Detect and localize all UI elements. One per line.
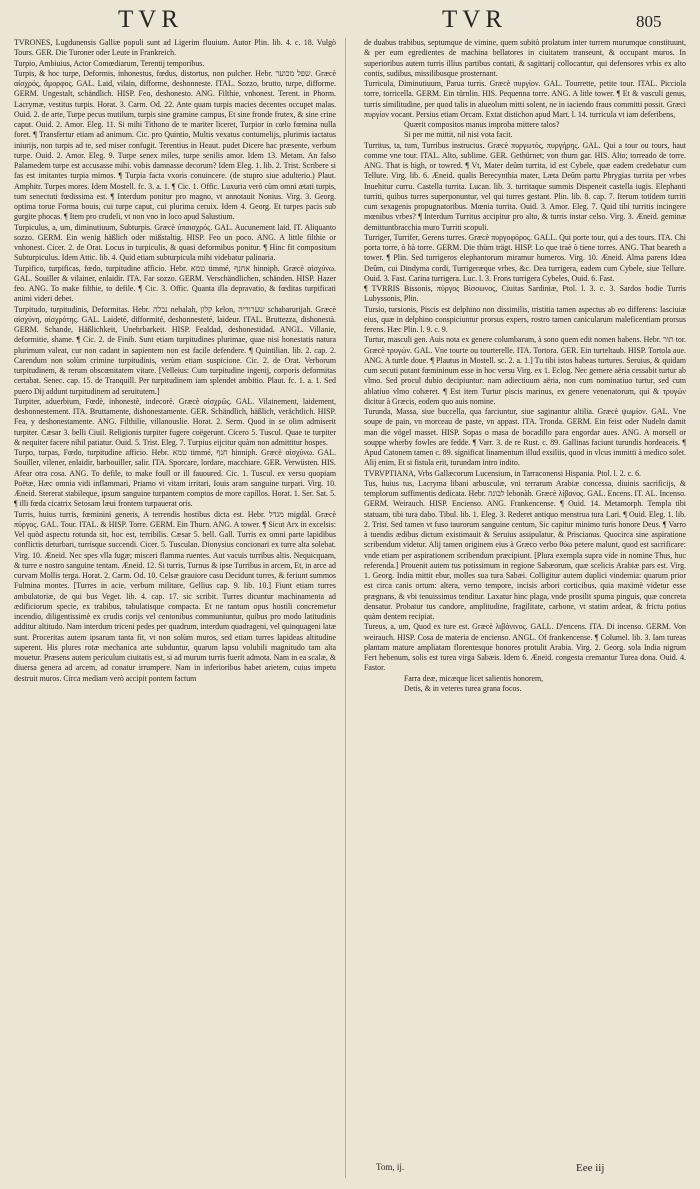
column-divider xyxy=(345,38,346,1178)
entry-turones: TVRONES, Lugdunensis Galliæ populi sunt ad Ligerim fluuium. Autor Plin. lib. 4. c. 18. Vulgò Tours. GER. Die Turoner oder Leute in Frankreich. xyxy=(14,38,336,58)
page-footer xyxy=(364,1140,686,1180)
entry-turritus: Turritus, ta, tum, Turribus instructus. Græcè πυργωτός, πυργήρης. GAL. Qui a tour ou tours, haut comme vne tour. ITAL. Alto, sublime. GER. Gethürnet; von thurn gar. HIS. Alto; torreado de torre. ANG. That is high, or towred. ¶ Vt, Mater deûm turrita, id est Cybele, quæ eadem credebatur cum Tellure. Virg. lib. 6. Æneid. qualis Berecynthia mater, Læta Deûm partu Phrygias turrita per vrbes Inuehitur curru. Castella turrita. Lucan. lib. 3. turritaque summis Dispeneit castella iugis. Elephanti turriti, quibus turres superponuntur, vel qui turres gestant. Plin. lib. 8. cap. 7. Iterum totidem turriti cum sexagenis propugnatoribus. Mœnia turrita. Ouid. 3. Amor. Eleg. 7. Quid tibi turritis incingere mœnibus vrbes? ¶ Interdum Turritus accipitur pro alto, & turris instar celso. Virg. 3. Æneid. geminæ demittuntbracchia muro Turriti scopuli. xyxy=(364,140,686,232)
verse-line: Si per me mittit, nil nisi vota facit. xyxy=(404,130,513,140)
entry-turris: Turris, huius turris, fœminini generis, A terrendis hostibus dicta est. Hebr. מגדל migdàl. Græcè πύργος. GAL. Tour. ITAL. & HISP. Torre. GERM. Ein Thurn. ANG. A tower. ¶ Sicut Arx in excelsis: Vel quòd aspectu rotunda sit, hoc est, terribilis. Cæsar 5. bell. Gall. Turris ex omni parte lapidibus conflictis deturbari, turrisque succendi. Cicer. 5. Tusculan. Dionysius concionari ex turre alta solebat. Virg. 10. Æneid. Nec spes vlla fugæ; misceri flamma ruentes. Aut vacuis turribus altis. Nequicquam, & turre e nostro sanguine tentam. Æneid. 12. Si turris, Turnus & ipse Turribus in arcem, Et, in arce ad curvam Mollis terga. Horat. 2. Carm. Od. 10. Celsæ grauiore casu Decidunt turres, & feriunt summos Fulmina montes. [Turres in acie, verbum militare, Gellius cap. 9. lib. 10.] Fiunt etiam turres ambulatoriæ, de qui bus Veget. lib. 4. cap. 17. sic scribit. Turres dicuntur machinamenta ad ædificiorum specie, ex trabibus, tabulatisque compacta. Et ne tantum opus hostili concremetur incendio, diligentissimè ex crudis corijs vel centonibus communiuntur, quibus pro modo latitudinis additur altitudo. Nam interdum triceni pedes per quadrum, interdum quadrageni, vel quinquageni latæ sunt. Proceritas autem ipsarum tanta fit, vt non solùm muros, sed etiam turres lapideas altitudine superent. His plures rotæ mechanica arte subduntur, quarum lapsu volubili magnitudo tam alta mouetur. Præsens autem periculum ciuitatis est, si ad murum turris fuerit admota. Nam in ea scalæ, & diuersa genera ad arcem, ad conatur irrumpere. Nam in inferioribus habet arietem, cuius impetu destruit muros. Circa mediam verò accipit pontem factum xyxy=(14,509,336,683)
entry-turris-continued: de duabus trabibus, septumque de vimine, quem subitò prolatum inter turrem murumque constituunt, & per eum egredientes de machina bellatores in ciuitatem transeunt, & occupant muros. In superioribus autem turris illius partibus contati, & sagittarij collocantur, qui defensores vrbis ex alto contis, sudibus, missilibusque prosternant. xyxy=(364,38,686,78)
entry-turpo: Turpo, turpas, Fœdo, turpitudine afficio. Hebr. טמא timmé, חנף hinniph. Græcè αἰσχύνω. GAL. Souiller, vilener, enlaidir, barbouiller, salir. ITA. Sporcare, lordare, macchiare. GER. Verwüsten. HIS. Afear otra cosa. ANG. To defile, to make foull or ill fauoured. Cic. 1. Tuscul. ex versu quopiam Poëtæ, Hæc omnia vidi inflammari, Priamo vi vitam irritari, Iouis aram sanguine turpari. Virg. 10. Æneid. Stererat stabileque, ipsum sanguine turpantem comptos de more capillos. Horat. 1. Ser. Sat. 5. ¶ illi fœda cicatrix Setosam læui frontem turpauerat oris. xyxy=(14,448,336,509)
header-right-word: TVR xyxy=(442,6,507,33)
tome-label: Tom, ij. xyxy=(376,1162,405,1172)
entry-turriger: Turriger, Turrifer, Gerens turres. Græcè πυργοφόρος. GALL. Qui porte tour, qui a des tours. ITA. Chi porta torre, ò hà torre. GERM. Die thürn trägt. HISP. Lo que traè ò tiene torres. ANG. That beareth a tower. ¶ Plin. Sed turrigeros elephantorum miramur humeros. Virg. 10. Æneid. Alma parens Idæa Deûm, cui Dindyma cordi, Turrigeræque vrbes, &c. Dea turrigera, eadem cum Cybele, siue Tellure. Ouid. 3. Fast. Carina turrigera. Luc. l. 3. Frons turrigera Cybeles, Ouid. 6. Fast. xyxy=(364,232,686,283)
entry-tus: Tus, huius tus, Lacryma libani arbusculæ, vni terrarum Arabiæ concessa, diuinis sacrificijs, & templorum suffimentis dedicata. Hebr. לבונה lebonàh. Græcè λίβανος. GAL. Encens. IT. AL. Incenso. GERM. Weirauch. HISP. Encienso. ANG. Frankencense. ¶ Ouid. 14. Metamorph. Templa tibi statuam, tibi tura dabo. Tibul. lib. 1. Eleg. 3. Rederet antiquo menstrua tura Lari. ¶ Ouid. Eleg. 1. lib. 2. Trist. Sed tamen vt fuso taurorum sanguine centum, Sic capitur minimo turis honore Deus. ¶ Varro à tuendis ædibus dictum existimauit & Seruius assipulatur, & Priscianus. Quocirca sine aspiratione scribendum videtur. Alij tamen originem eius à Græco verbo θύω petere malunt, quod est sacrificare: vnde etiam per aspirationem scribendum præcipiunt. [Plura exempla supra vide in nomine Thus, huc referenda.] Prouenit autem tus potissimum in regione Sabæorum, quæ scelicis Arabiæ pars est. Virg. 1. Georg. India mittit ebur, molles sua tura Sabæi. Colligitur autem duplici vindemia: quarum prior est circa canis ortum: altera, verno tempore, incisis arbori corticibus, quia maximè videtur esse prægnans, & vbi tenuissimus tenditur. Laxatur hinc plaga, vnde prosilit spuma pinguis, quæ concreta densatur. Probatur tus candore, amplitudine, fragilitate, carbone, vt statim ardeat, & frictu potius quàm dentem recipiat. xyxy=(364,478,686,621)
entry-turtur: Turtur, masculi gen. Auis nota ex genere columbarum, à sono quem edit nomen habens. Hebr. תור tor. Græcè τρυγών. GAL. Vne tourte ou tourterelle. ITA. Tortora. GER. Ein turteltaub. HISP. Tortola aue. ANG. A turtle doue. ¶ Plautus in Mostell. sc. 2. a. 1.] Tu tibi istos habeas turtures. Seruius, & quidam cum secuti putant fœmininum esse in hoc versu Virg. ex 1. Eclog. Nec gemere aëria cessabit turtur ab vlmo. Sed procul dubio decipiuntur: nam adiectiuum aëria, non cum nominatiuo turtur, sed cum ablatiuo vlmo cohæret. ¶ Est item Turtur piscis marinus, ex genere venenatorum, qui & τρυγών dicitur à Græcis, eodem quo auis nomine. xyxy=(364,335,686,406)
entry-turpis: Turpis, & hoc turpe, Deformis, inhonestus, fœdus, distortus, non pulcher. Hebr. שפל מכוער. Græcè αἰσχρός, ἄμορφος. GAL. Laid, vilain, difforme, deshonneste. ITAL. Sozzo, brutto, turpe, difforme. GERM. Ungestalt, schändlich. HISP. Feo, deshonesto. ANG. Filthie, vnhonest. Terent. in Phorm. Lacrymæ, vestitus turpis. Horat. 3. Carm. Od. 22. Ante quam turpis macies decentes occupet malas. Ouid. 2. de arte, Turpe pecus mutilum, turpis sine gramine campus, Et sine fronde frutex, & sine crine caput. Ouid. 2. Amor. Eleg. 11. Si mihi Tithono de te mariter liceret, Turpior in cœlo fœmina nulla foret. ¶ Transfertur etiam ad animum. Cic. pro Quintio, Multis vexatus contumelijs, plurimis iactatus iniurijs, non turpis ad te, sed miser confugit. Terentius in Heaut. pudet Dicere hac præsente, verbum turpe. Ouid. 2. Amor. Eleg. 9. Turpe senex miles, turpe senilis amor. Idem 13. Metam. An falso Palamedem turpe est accusasse mihi. vobis damnasse decorum? Idem Eleg. 1. lib. 2. Trist. Scribere si fas est imitantes turpia mimos. ¶ Turpia facta vxoris conuincere. (de stupro siue adulterio.) Plaut. Amphitr. Turpes mores. Idem Mostell. fc. 3. a. 1. ¶ Cic. 1. Offic. Luxuria verò cùm omni ætati turpis, tum senectuti fœdissima est. ¶ Interdum ponitur pro magno, vt annotauit Nonius. Virg. 3. Georg. optima torue Forma bouis, cui turpe caput, cui plurima ceruix. Idem 4. Georg. Et turpes pacis sub gurgite phocas. ¶ Item pro crudeli, vt non vno in loco apud Salustium. xyxy=(14,68,336,222)
verse-line: Farra deæ, micæque licet salientis honorem, xyxy=(404,673,544,683)
entry-turuptiana: TVRVPTIANA, Vrbs Gallæcorum Lucensium, in Tarraconensi Hispania. Ptol. l. 2. c. 6. xyxy=(364,468,642,478)
signature-mark: Eee iij xyxy=(576,1162,605,1174)
page-number: 805 xyxy=(636,12,662,31)
entry-turpiculus: Turpiculus, a, um, diminutiuum, Subturpis. Græcè ὑπαισχρός. GAL. Aucunement laid. IT. Aliquanto sozzo. GERM. Ein wenig häßlich oder mißstaltig. HISP. Feo un poco. ANG. A little filthie or vnhonest. Cicer. 2. de Orat. Locus in turpiculis, & quasi deformibus ponitur. ¶ Hinc fit compositum Subturpiculus. Idem Attic. lib. 4. Quid etiam subturpicula mihi videbatur palinaria. xyxy=(14,222,336,263)
entry-turpiter: Turpiter, aduerbium, Fœdè, inhonestè, indecorè. Græcè αἰσχρῶς. GAL. Vilainement, laidement, deshonnestement. ITA. Bruttamente, dishonestamente. GER. Schändlich, häßlich, verächtlich. HISP. Fea, y deshonestamente. ANG. Filthilie, villanouslie. Horat. 2. Serm. Quod in se olim admiserit turpiter. Cæsar 3. belli Ciuil. Religionis turpiter fugere coëgerunt. Cicero 5. Tuscul. Quae te turpiter & nequiter facere nihil patiatur. Ouid. 5. Trist. Eleg. 7. Turpius eijcitur quàm non admittitur hospes. xyxy=(14,396,336,447)
entry-turpitudo: Turpitudo, turpitudinis, Deformitas. Hebr. נבלה nebalah, קלון kelon, שערוריה schabarurijah. Græcè αἰσχύνη, αἰσχρότης. GAL. Laideté, difformité, deshonnesteté, laideur. ITAL. Bruttezza, dishonestà. GERM. Schande, Häßlichkeit, Unehrbarkeit. HISP. Fealdad, deshonestidad. ANGL. Villanie, deformitie, shame. ¶ Cic. 2. de Finib. Sunt etiam turpitudines plurimae, quae nisi honestatis natura plurimum valeat, cur non cadant in sapientem non est facile defendere. ¶ Quintilian. lib. 2. cap. 2. Carendum non solùm crimine turpitudinis, verùm etiam suspicione. Cic. 2. de Orat. Verborum turpitudinem, & rerum obscœnitatem vitare. [Velleius: Cum turpitudine ingenij, corporis deformitas certabat. Senec. cap. 15. de Tranquill. Per turpitudinem iam splendet ambitio. Plaut. fc. 1. a. 1. Sed puero Dij addunt turpitudinem ad seruitutem.] xyxy=(14,304,336,396)
verse-line: Detis, & in veteres turea grana focos. xyxy=(404,683,522,693)
header-left-word: TVR xyxy=(118,6,183,33)
entry-turricula: Turricula, Diminutiuum, Parua turris. Græcè πυργίον. GAL. Tourrette, petite tour. ITAL. Picciola torre, torricella. GERM. Ein türnlin. HIS. Pequenna torre. ANG. A litle tower. ¶ Et & vasculi genus, turris similitudine, per quod talis in alueolum mitti solent, ne in iaciendo fraus committi possit. Græci πυργίον vocant. Persius etiam Orcam. Extat distichon apud Mart. l. 14. turricula vt iam deferibens, xyxy=(364,79,686,119)
left-column xyxy=(14,38,336,1176)
entry-turpifico: Turpifico, turpificas, fœdo, turpitudine afficio. Hebr. טמא timmé, אחנף hinniph. Græcè αἰσχύνω. GAL. Souiller & vilainer, enlaidir. ITA. Far sozzo. GERM. Verschändlichen, schänden. HISP. Hazer feo. ANG. To make filthie, to defile. ¶ Cic. 3. Offic. Quanta illa depravatio, & fœditas turpificati animi videri debet. xyxy=(14,263,336,304)
entry-tursio: Tursio, tursionis, Piscis est delphino non dissimilis, tristitia tamen aspectus ab eo differens: lasciuiæ eius, quæ in delphino conspiciuntur prorsus expers, rostro tamen canicularum maleficentiam prorsus ferens. Hæc Plin. l. 9. c. 9. xyxy=(364,304,686,334)
entry-turunda: Turunda, Massa, siue buccella, qua farciuntur, siue saginantur altilia. Græcè ψωμίον. GAL. Vne soupe de pain, vn morceau de paste, vn appast. ITA. Tronda. GERM. Ein feist oder Nudeln damit man die vögel masset. HISP. Sopas o masa de bocadillo para engordar aues. ANG. A morsell or souppe wherby fowles are fedde. ¶ Varr. 3. de re Rust. c. 89. Gallinas faciunt turundis hordeaceis. ¶ Apud Catonem tamen c. 89. significat linamentum illud exsiliis, quod in vlcus immitti à medico solet. Alij enim, Et si fistula erit, turundam intro indito. xyxy=(364,407,686,468)
right-column xyxy=(364,38,686,1128)
entry-turpio: Turpio, Ambiuius, Actor Comœdiarum, Terentij temporibus. xyxy=(14,58,205,68)
verse-line: Quærit compositos manus improba mittere talos? xyxy=(404,120,560,129)
running-header xyxy=(0,6,700,34)
entry-turris-bissonis: ¶ TVRRIS Bissonis, πύργος Βίσσωνος, Ciuitas Sardiniæ, Ptol. l. 3. c. 3. Sardos hodie Turris Lubyssonis, Plin. xyxy=(364,284,686,304)
entry-tureus: Tureus, a, um, Quod ex ture est. Græcè λιβάνινος. GALL. D'encens. ITA. Di incenso. GERM. Von weirauch. HISP. Cosa de materia de encienso. ANGL. Of frankencense. ¶ Columel. lib. 3. Iam tureas plantam mature ampliatam florentesque honores protulit Arabia. Virg. 2. Georg. sola India nigrum Fert hebenum, solis est turea virga Sabæis. Idem 6. Æneid. congesta cremantur Turea dona. Ouid. 4. Fastor. xyxy=(364,622,686,673)
